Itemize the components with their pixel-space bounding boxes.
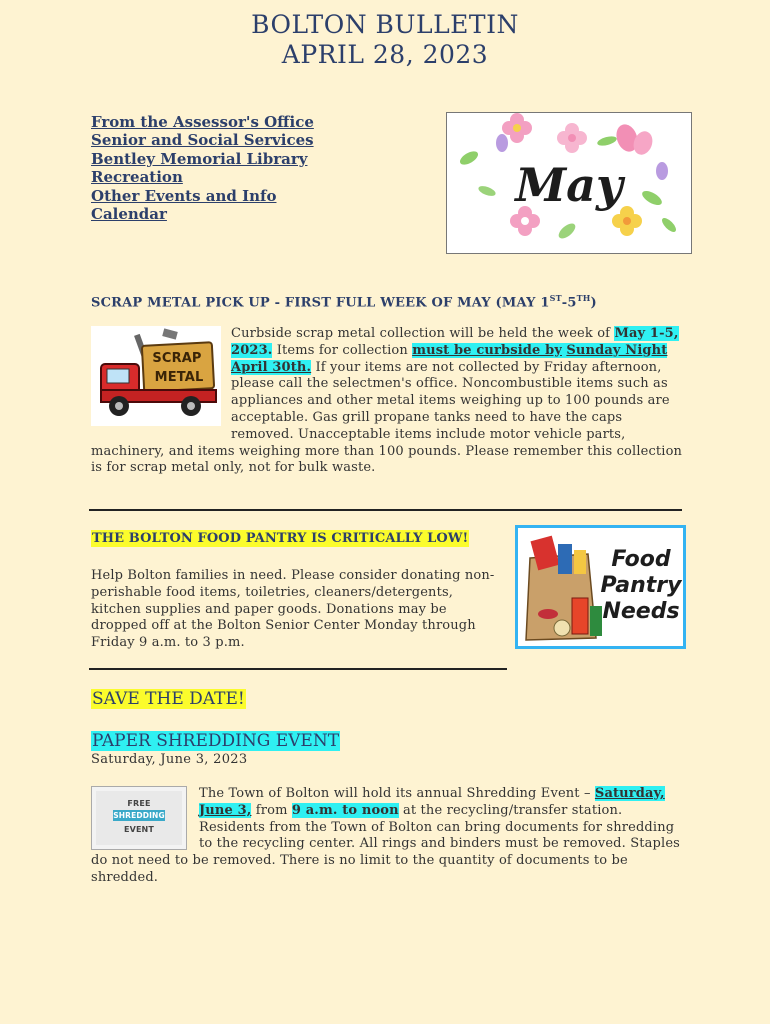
link-other-events[interactable]: Other Events and Info [91, 186, 277, 205]
pantry-graphic-line2: Pantry [600, 573, 682, 598]
shred-text-2: from [251, 802, 292, 818]
svg-text:SCRAP: SCRAP [152, 351, 202, 366]
divider-1 [89, 509, 682, 511]
may-word: May [515, 158, 623, 212]
food-pantry-graphic [515, 525, 686, 649]
scrap-truck-icon [91, 326, 221, 426]
scrap-text-1: Curbside scrap metal collection will be held the week of [231, 326, 615, 341]
divider-2 [89, 668, 507, 670]
section-links [91, 113, 314, 223]
title-line-1: BOLTON BULLETIN [251, 10, 519, 39]
shredding-event-heading: PAPER SHREDDING EVENT [92, 731, 340, 751]
link-calendar[interactable]: Calendar [91, 205, 167, 224]
title-line-2: APRIL 28, 2023 [281, 40, 489, 69]
pantry-text: Help Bolton families in need. Please consider donating non-perishable food items, toiletries, cleaners/detergents, kitchen supplies and paper goods. Donations may be dropped off at the Bolton Senior Center Monday through Friday 9 a.m. to 3 p.m. [91, 568, 495, 651]
link-library[interactable]: Bentley Memorial Library [91, 149, 308, 168]
shredding-event-date: Saturday, June 3, 2023 [91, 752, 248, 767]
svg-text:FREE: FREE [127, 799, 151, 808]
pantry-graphic-line3: Needs [602, 599, 680, 624]
scrap-text-3: If your items are not collected by Friday afternoon, please call the selectmen's office. Noncombustible items such as appliances and other metal items weighing up to 100 pounds are acceptable. Gas grill propane tanks need to have the caps removed. Unacceptable items include motor vehicle parts, machinery, and items weighing more than 100 pounds. Please remember this collection is for scrap metal only, not for bulk waste. [91, 359, 683, 476]
scrap-heading: SCRAP METAL PICK UP - FIRST FULL WEEK OF MAY (MAY 1ST-5TH) [91, 293, 597, 311]
link-senior-services[interactable]: Senior and Social Services [91, 131, 314, 150]
scrap-dates-highlight: May 1-5, 2023. [231, 326, 679, 358]
shred-text-3: at the recycling/transfer station. Residents from the Town of Bolton can bring documents for shredding to the recycling center. All rings and binders must be removed. Staples do not need to be removed. There is no limit to the quantity of documents to be shredded. [91, 802, 680, 885]
svg-text:SHREDDING: SHREDDING [113, 811, 165, 820]
shred-time-highlight: 9 a.m. to noon [291, 802, 399, 818]
svg-text:METAL: METAL [154, 370, 204, 385]
link-assessor[interactable]: From the Assessor's Office [91, 113, 314, 131]
curbside-highlight: must be curbside by [412, 342, 563, 358]
pantry-graphic-line1: Food [611, 547, 671, 572]
save-the-date-heading: SAVE THE DATE! [92, 689, 245, 709]
svg-text:EVENT: EVENT [123, 825, 155, 834]
link-recreation[interactable]: Recreation [91, 168, 183, 187]
shred-text-1: The Town of Bolton will hold its annual Shredding Event – [199, 786, 595, 801]
scrap-text-2: Items for collection [272, 342, 413, 358]
may-flowers-illustration [446, 112, 692, 254]
scrap-section [91, 326, 685, 477]
sunday-night-highlight: Sunday Night April 30th. [231, 342, 668, 375]
bulletin-title [0, 10, 770, 70]
shred-date-highlight: Saturday, June 3, [199, 786, 665, 818]
free-shredding-badge [91, 786, 187, 850]
pantry-heading: THE BOLTON FOOD PANTRY IS CRITICALLY LOW! [92, 531, 469, 546]
shredding-section [91, 786, 686, 887]
